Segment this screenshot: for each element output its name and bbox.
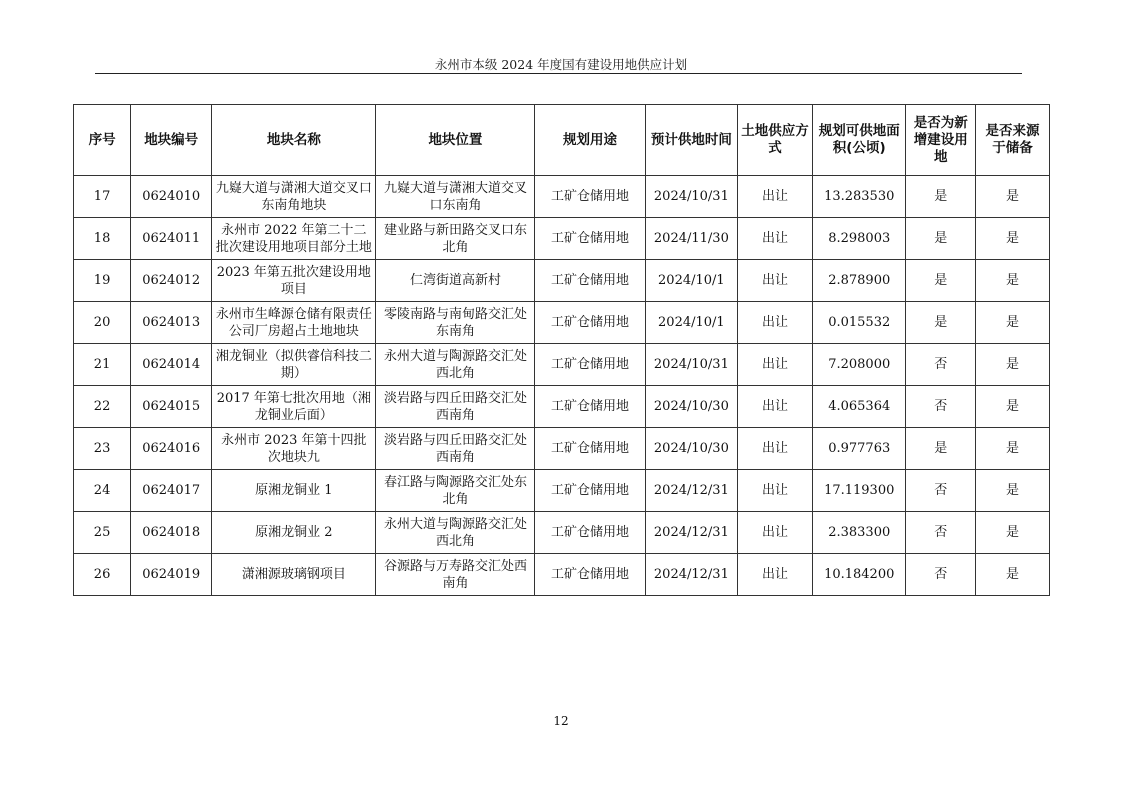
cell-is-new-land: 否: [906, 344, 976, 386]
cell-parcel-code: 0624016: [131, 428, 212, 470]
cell-parcel-code: 0624014: [131, 344, 212, 386]
cell-area: 0.015532: [812, 302, 906, 344]
land-supply-table: [73, 104, 1050, 596]
cell-from-reserve: 是: [976, 176, 1050, 218]
cell-parcel-name: 原湘龙铜业 2: [212, 512, 376, 554]
cell-location: 淡岩路与四丘田路交汇处西南角: [376, 428, 535, 470]
cell-area: 13.283530: [812, 176, 906, 218]
cell-supply-method: 出让: [738, 260, 813, 302]
cell-planned-use: 工矿仓储用地: [535, 470, 645, 512]
cell-is-new-land: 是: [906, 302, 976, 344]
cell-parcel-name: 永州市生峰源仓储有限责任公司厂房超占土地地块: [212, 302, 376, 344]
cell-planned-use: 工矿仓储用地: [535, 176, 645, 218]
cell-parcel-name: 潇湘源玻璃钢项目: [212, 554, 376, 596]
cell-seq: 25: [74, 512, 131, 554]
cell-supply-method: 出让: [738, 470, 813, 512]
cell-supply-date: 2024/11/30: [645, 218, 738, 260]
table-row: [74, 428, 1050, 470]
cell-parcel-code: 0624010: [131, 176, 212, 218]
cell-location: 永州大道与陶源路交汇处西北角: [376, 344, 535, 386]
cell-supply-method: 出让: [738, 428, 813, 470]
cell-supply-date: 2024/10/30: [645, 386, 738, 428]
table-row: [74, 344, 1050, 386]
cell-area: 17.119300: [812, 470, 906, 512]
cell-seq: 20: [74, 302, 131, 344]
document-header-title: 永州市本级 2024 年度国有建设用地供应计划: [434, 57, 688, 72]
cell-parcel-name: 2017 年第七批次用地（湘龙铜业后面）: [212, 386, 376, 428]
column-header-planned-use: 规划用途: [535, 105, 645, 176]
cell-from-reserve: 是: [976, 386, 1050, 428]
cell-planned-use: 工矿仓储用地: [535, 428, 645, 470]
cell-supply-method: 出让: [738, 176, 813, 218]
column-header-parcel-name: 地块名称: [212, 105, 376, 176]
cell-location: 仁湾街道高新村: [376, 260, 535, 302]
table-row: [74, 386, 1050, 428]
cell-parcel-code: 0624018: [131, 512, 212, 554]
cell-from-reserve: 是: [976, 302, 1050, 344]
cell-is-new-land: 否: [906, 470, 976, 512]
cell-seq: 22: [74, 386, 131, 428]
cell-parcel-code: 0624012: [131, 260, 212, 302]
cell-supply-method: 出让: [738, 344, 813, 386]
cell-area: 2.878900: [812, 260, 906, 302]
cell-from-reserve: 是: [976, 344, 1050, 386]
cell-from-reserve: 是: [976, 218, 1050, 260]
cell-is-new-land: 是: [906, 176, 976, 218]
cell-supply-date: 2024/10/1: [645, 260, 738, 302]
cell-parcel-code: 0624013: [131, 302, 212, 344]
cell-planned-use: 工矿仓储用地: [535, 218, 645, 260]
cell-supply-date: 2024/12/31: [645, 470, 738, 512]
cell-seq: 21: [74, 344, 131, 386]
cell-supply-method: 出让: [738, 218, 813, 260]
cell-location: 春江路与陶源路交汇处东北角: [376, 470, 535, 512]
cell-planned-use: 工矿仓储用地: [535, 554, 645, 596]
cell-parcel-name: 永州市 2022 年第二十二批次建设用地项目部分土地: [212, 218, 376, 260]
cell-supply-date: 2024/10/30: [645, 428, 738, 470]
cell-from-reserve: 是: [976, 470, 1050, 512]
cell-area: 7.208000: [812, 344, 906, 386]
cell-seq: 26: [74, 554, 131, 596]
table-row: [74, 554, 1050, 596]
cell-from-reserve: 是: [976, 260, 1050, 302]
cell-location: 谷源路与万寿路交汇处西南角: [376, 554, 535, 596]
cell-supply-date: 2024/10/31: [645, 176, 738, 218]
cell-location: 零陵南路与南甸路交汇处东南角: [376, 302, 535, 344]
cell-location: 永州大道与陶源路交汇处西北角: [376, 512, 535, 554]
cell-supply-method: 出让: [738, 302, 813, 344]
column-header-supply-date: 预计供地时间: [645, 105, 738, 176]
cell-location: 淡岩路与四丘田路交汇处西南角: [376, 386, 535, 428]
cell-area: 10.184200: [812, 554, 906, 596]
column-header-supply-method: 土地供应方式: [738, 105, 813, 176]
table-row: [74, 470, 1050, 512]
cell-planned-use: 工矿仓储用地: [535, 260, 645, 302]
table-row: [74, 176, 1050, 218]
cell-parcel-name: 永州市 2023 年第十四批次地块九: [212, 428, 376, 470]
cell-supply-date: 2024/12/31: [645, 512, 738, 554]
cell-parcel-name: 原湘龙铜业 1: [212, 470, 376, 512]
cell-supply-method: 出让: [738, 512, 813, 554]
cell-seq: 17: [74, 176, 131, 218]
cell-planned-use: 工矿仓储用地: [535, 512, 645, 554]
cell-parcel-code: 0624015: [131, 386, 212, 428]
header-divider: [95, 73, 1022, 74]
cell-is-new-land: 是: [906, 428, 976, 470]
cell-is-new-land: 否: [906, 554, 976, 596]
cell-supply-date: 2024/12/31: [645, 554, 738, 596]
cell-planned-use: 工矿仓储用地: [535, 302, 645, 344]
column-header-parcel-code: 地块编号: [131, 105, 212, 176]
cell-is-new-land: 否: [906, 386, 976, 428]
cell-area: 0.977763: [812, 428, 906, 470]
table-row: [74, 512, 1050, 554]
cell-parcel-code: 0624011: [131, 218, 212, 260]
cell-from-reserve: 是: [976, 554, 1050, 596]
cell-planned-use: 工矿仓储用地: [535, 386, 645, 428]
cell-area: 8.298003: [812, 218, 906, 260]
cell-parcel-name: 2023 年第五批次建设用地项目: [212, 260, 376, 302]
table-row: [74, 302, 1050, 344]
cell-from-reserve: 是: [976, 512, 1050, 554]
cell-planned-use: 工矿仓储用地: [535, 344, 645, 386]
cell-seq: 24: [74, 470, 131, 512]
table-row: [74, 260, 1050, 302]
cell-location: 建业路与新田路交叉口东北角: [376, 218, 535, 260]
cell-parcel-name: 湘龙铜业（拟供睿信科技二期）: [212, 344, 376, 386]
cell-parcel-name: 九嶷大道与潇湘大道交叉口东南角地块: [212, 176, 376, 218]
cell-supply-method: 出让: [738, 386, 813, 428]
column-header-location: 地块位置: [376, 105, 535, 176]
cell-is-new-land: 是: [906, 218, 976, 260]
page-number: 12: [553, 714, 569, 728]
cell-location: 九嶷大道与潇湘大道交叉口东南角: [376, 176, 535, 218]
cell-is-new-land: 否: [906, 512, 976, 554]
column-header-from-reserve: 是否来源于储备: [976, 105, 1050, 176]
column-header-seq: 序号: [74, 105, 131, 176]
column-header-is-new-land: 是否为新增建设用地: [906, 105, 976, 176]
table-header-row: [74, 105, 1050, 176]
cell-parcel-code: 0624017: [131, 470, 212, 512]
column-header-area: 规划可供地面积(公顷): [812, 105, 906, 176]
cell-supply-date: 2024/10/31: [645, 344, 738, 386]
cell-area: 2.383300: [812, 512, 906, 554]
table-row: [74, 218, 1050, 260]
cell-supply-date: 2024/10/1: [645, 302, 738, 344]
cell-seq: 23: [74, 428, 131, 470]
cell-from-reserve: 是: [976, 428, 1050, 470]
cell-supply-method: 出让: [738, 554, 813, 596]
cell-area: 4.065364: [812, 386, 906, 428]
cell-seq: 19: [74, 260, 131, 302]
cell-seq: 18: [74, 218, 131, 260]
cell-parcel-code: 0624019: [131, 554, 212, 596]
table-body: [74, 176, 1050, 596]
cell-is-new-land: 是: [906, 260, 976, 302]
